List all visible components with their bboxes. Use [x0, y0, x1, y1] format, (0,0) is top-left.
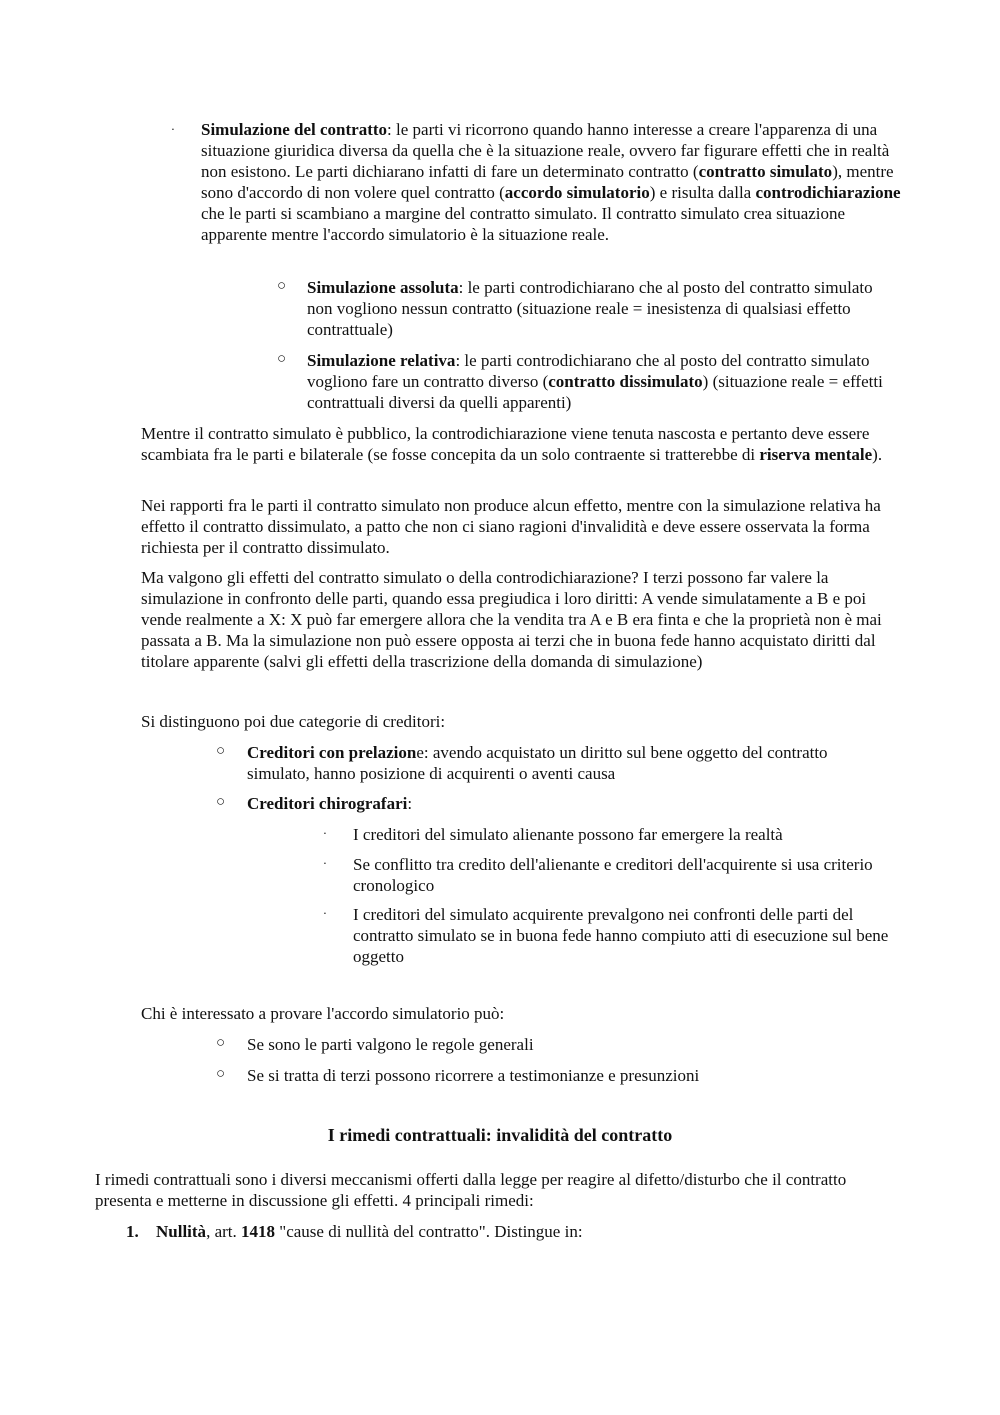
- bullet-icon: ᐧ: [323, 906, 327, 921]
- circle-bullet-icon: ○: [277, 351, 287, 367]
- list-item: Se sono le parti valgono le regole generali: [247, 1035, 534, 1054]
- circle-bullet-icon: ○: [216, 794, 226, 810]
- bullet-icon: ᐧ: [323, 856, 327, 871]
- prelazione-item: Creditori con prelazione: avendo acquistato un diritto sul bene oggetto del contratto simulato, hanno posizione di acquirenti o aventi causa: [247, 743, 828, 783]
- list-item: I creditori del simulato acquirente prevalgono nei confronti delle parti del contratto simulato se in buona fede hanno compiuto atti di esecuzione sul bene oggetto: [353, 905, 889, 966]
- paragraph-mentre: Mentre il contratto simulato è pubblico, la controdichiarazione viene tenuta nascosta e pertanto deve essere scambiata fra le parti e bilaterale (se fosse concepita da un solo contraente si tratterebbe di riserva mentale).: [141, 424, 883, 464]
- paragraph-creditori: Si distinguono poi due categorie di creditori:: [141, 712, 446, 731]
- list-number: 1.: [126, 1222, 139, 1241]
- circle-bullet-icon: ○: [216, 1035, 226, 1051]
- circle-bullet-icon: ○: [216, 743, 226, 759]
- paragraph-rapporti: Nei rapporti fra le parti il contratto simulato non produce alcun effetto, mentre con la simulazione relativa ha effetto il contratto dissimulato, a patto che non ci siano ragioni d'invalidità e deve essere osservata la forma richiesta per il contratto dissimulato.: [141, 496, 881, 557]
- section-heading: I rimedi contrattuali: invalidità del contratto: [327, 1125, 673, 1145]
- assoluta-item: Simulazione assoluta: le parti controdichiarano che al posto del contratto simulato non vogliono nessun contratto (situazione reale = inesistenza di qualsiasi effetto contrattuale): [307, 278, 873, 339]
- bullet-icon: ᐧ: [323, 826, 327, 841]
- list-item: Se si tratta di terzi possono ricorrere a testimonianze e presunzioni: [247, 1066, 700, 1085]
- nullita-item: Nullità, art. 1418 "cause di nullità del contratto". Distingue in:: [156, 1222, 583, 1241]
- circle-bullet-icon: ○: [277, 278, 287, 294]
- bullet-icon: ᐧ: [171, 122, 175, 137]
- list-item: Se conflitto tra credito dell'alienante e creditori dell'acquirente si usa criterio cronologico: [353, 855, 873, 895]
- paragraph-effetti: Ma valgono gli effetti del contratto simulato o della controdichiarazione? I terzi possono far valere la simulazione in confronto delle parti, quando essa pregiudica i loro diritti: A vende simulatamente a B e poi vende realmente a X: X può far emergere allora che la vendita tra A e B era finta e che la proprietà non è mai passata a B. Ma la simulazione non può essere opposta ai terzi che in buona fede hanno acquistato diritti dal titolare apparente (salvi gli effetti della trascrizione della domanda di simulazione): [141, 568, 882, 671]
- paragraph-prova: Chi è interessato a provare l'accordo simulatorio può:: [141, 1004, 505, 1023]
- paragraph-rimedi: I rimedi contrattuali sono i diversi meccanismi offerti dalla legge per reagire al difetto/disturbo che il contratto presenta e metterne in discussione gli effetti. 4 principali rimedi:: [95, 1170, 847, 1210]
- simulazione-term: Simulazione del contratto: [201, 120, 388, 139]
- simulazione-item: Simulazione del contratto: le parti vi ricorrono quando hanno interesse a creare l'apparenza di una situazione giuridica diversa da quella che è la situazione reale, ovvero far figurare effetti che in realtà non esistono. Le parti dichiarano infatti di fare un determinato contratto (contratto simulato), mentre sono d'accordo di non volere quel contratto (accordo simulatorio) e risulta dalla controdichiarazione che le parti si scambiano a margine del contratto simulato. Il contratto simulato crea situazione apparente mentre l'accordo simulatorio è la situazione reale.: [201, 120, 901, 244]
- chirografari-item: Creditori chirografari:: [247, 794, 413, 813]
- list-item: I creditori del simulato alienante possono far emergere la realtà: [353, 825, 783, 844]
- circle-bullet-icon: ○: [216, 1066, 226, 1082]
- relativa-item: Simulazione relativa: le parti controdichiarano che al posto del contratto simulato vogliono fare un contratto diverso (contratto dissimulato) (situazione reale = effetti contrattuali diversi da quelli apparenti): [307, 351, 883, 412]
